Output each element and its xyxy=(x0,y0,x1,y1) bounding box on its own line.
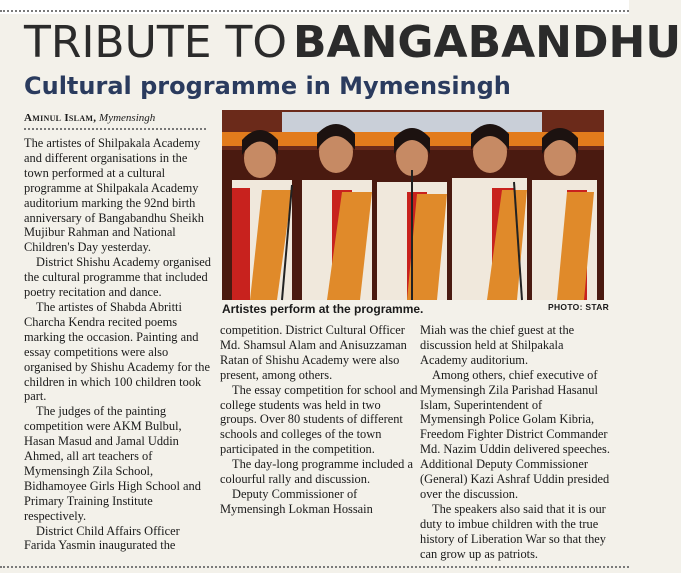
paragraph: District Child Affairs Officer Farida Yasmin inaugurated the xyxy=(24,523,180,553)
paragraph: The judges of the painting competition were AKM Bulbul, Hasan Masud and Jamal Uddin Ahmed, all art teachers of Mymensingh Zila School, Bidhamoyee Girls High School and Primary Training Institute respectively. xyxy=(24,404,201,523)
paragraph: Miah was the chief guest at the discussion held at Shilpakala Academy auditorium. xyxy=(420,323,575,367)
column-1 xyxy=(24,136,214,553)
top-dotted-border xyxy=(0,10,629,12)
column-2 xyxy=(220,323,420,517)
headline-light: TRIBUTE TO xyxy=(24,17,287,68)
byline-name: Aminul Islam, xyxy=(24,112,97,124)
byline-rule xyxy=(24,128,206,130)
headline-bold: BANGABANDHU xyxy=(293,17,681,68)
subheadline: Cultural programme in Mymensingh xyxy=(24,72,511,100)
paragraph: The artistes of Shabda Abritti Charcha Kendra recited poems marking the occasion. Painting and essay competitions were also organised by Shishu Academy for the children in which 100 children took part. xyxy=(24,299,210,404)
photo-caption: Artistes perform at the programme. xyxy=(222,302,424,316)
paragraph: Among others, chief executive of Mymensingh Zila Parishad Hasanul Islam, Superintendent of Mymensingh Police Golam Kibria, Freedom Fighter District Commander Md. Nazim Uddin delivered speeches. Additional Deputy Commissioner (General) Kazi Ashraf Uddin presided over the discussion. xyxy=(420,367,610,501)
article-photo xyxy=(222,110,604,300)
paragraph: District Shishu Academy organised the cultural programme that included poetry recitation and dance. xyxy=(24,255,211,300)
column-3 xyxy=(420,323,610,562)
byline-place: Mymensingh xyxy=(99,112,156,124)
photo-credit: PHOTO: STAR xyxy=(548,302,610,312)
paragraph: Deputy Commissioner of Mymensingh Lokman Hossain xyxy=(220,486,373,516)
headline xyxy=(24,17,681,67)
paragraph: The essay competition for school and college students was held in two groups. Over 80 students of different schools and colleges of the town participated in the competition. xyxy=(220,382,418,457)
paragraph: The artistes of Shilpakala Academy and different organisations in the town performed at a cultural programme at Shilpakala Academy auditorium marking the 92nd birth anniversary of Bangabandhu Sheikh Mujibur Rahman and National Children's Day yesterday. xyxy=(24,136,204,255)
paragraph: competition. District Cultural Officer Md. Shamsul Alam and Anisuzzaman Ratan of Shishu Academy were also present, among others. xyxy=(220,323,407,382)
paragraph: The day-long programme included a colourful rally and discussion. xyxy=(220,457,413,487)
bottom-dotted-border xyxy=(0,566,629,568)
byline xyxy=(24,112,155,124)
performers-illustration xyxy=(222,110,604,300)
paragraph: The speakers also said that it is our duty to imbue children with the true history of Liberation War so that they can grow up as patriots. xyxy=(420,501,606,561)
